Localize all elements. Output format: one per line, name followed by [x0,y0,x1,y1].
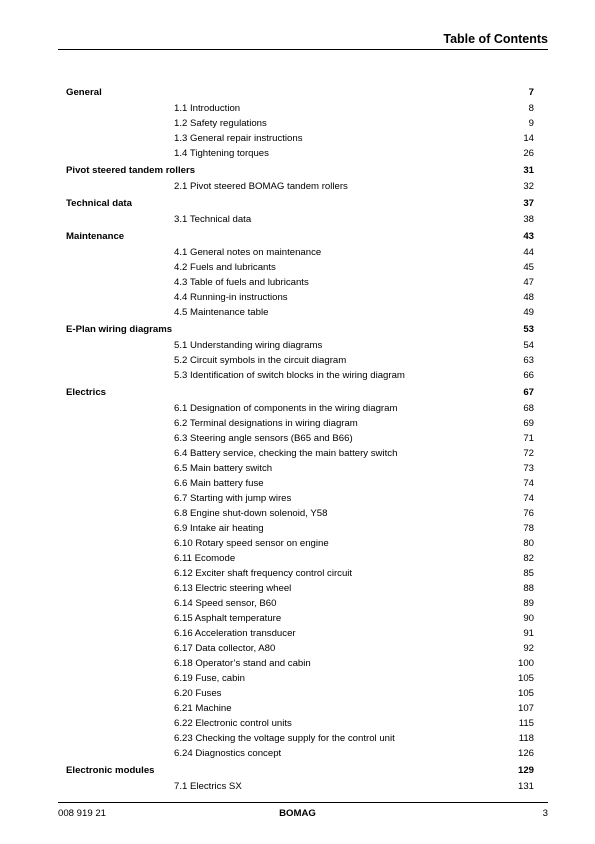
toc-entry-page: 68 [523,403,534,414]
toc-section-row[interactable] [66,290,534,305]
toc-entry-page: 14 [523,133,534,144]
toc-entry-title: Maintenance [66,231,125,242]
toc-section-row[interactable] [66,641,534,656]
toc-entry-title: 5.2 Circuit symbols in the circuit diagram [174,355,347,366]
toc-entry-page: 74 [523,478,534,489]
toc-section-row[interactable] [66,779,534,794]
toc-entry-title: 7.1 Electrics SX [174,781,242,792]
toc-entry-title: 1.4 Tightening torques [174,148,269,159]
toc-entry-page: 88 [523,583,534,594]
toc-entry-page: 100 [517,658,534,669]
toc-entry-page: 26 [523,148,534,159]
toc-section-row[interactable] [66,731,534,746]
toc-entry-title: 6.7 Starting with jump wires [174,493,292,504]
toc-section-row[interactable] [66,611,534,626]
toc-entry-page: 32 [523,181,534,192]
toc-entry-title: 6.1 Designation of components in the wiring diagram [174,403,398,414]
toc-section-row[interactable] [66,431,534,446]
footer-brand: BOMAG [279,808,316,819]
toc-section-row[interactable] [66,446,534,461]
toc-section-row[interactable] [66,461,534,476]
toc-entry-page: 66 [523,370,534,381]
footer-page-number: 3 [542,808,548,819]
toc-entry-title: Pivot steered tandem rollers [66,165,196,176]
toc-section-row[interactable] [66,626,534,641]
toc-entry-page: 105 [517,688,534,699]
toc-entry-page: 90 [523,613,534,624]
toc-entry-title: Electronic modules [66,765,155,776]
toc-entry-page: 71 [523,433,534,444]
toc-entry-page: 74 [523,493,534,504]
toc-section-row[interactable] [66,179,534,194]
toc-entry-title: 6.5 Main battery switch [174,463,273,474]
toc-section-row[interactable] [66,716,534,731]
toc-entry-page: 9 [528,118,534,129]
toc-entry-page: 85 [523,568,534,579]
toc-entry-title: 6.8 Engine shut-down solenoid, Y58 [174,508,328,519]
toc-list [66,84,534,794]
toc-entry-page: 44 [523,247,534,258]
toc-section-row[interactable] [66,686,534,701]
toc-entry-page: 47 [523,277,534,288]
toc-entry-title: 6.12 Exciter shaft frequency control circuit [174,568,353,579]
toc-section-row[interactable] [66,305,534,320]
toc-entry-title: 4.5 Maintenance table [174,307,269,318]
toc-entry-title: 1.1 Introduction [174,103,241,114]
toc-entry-page: 105 [517,673,534,684]
toc-entry-page: 69 [523,418,534,429]
toc-section-row[interactable] [66,101,534,116]
toc-entry-page: 107 [517,703,534,714]
toc-entry-title: 5.1 Understanding wiring diagrams [174,340,323,351]
toc-entry-page: 7 [528,87,534,98]
toc-chapter-row[interactable] [66,84,534,101]
toc-section-row[interactable] [66,506,534,521]
toc-section-row[interactable] [66,245,534,260]
toc-entry-page: 54 [523,340,534,351]
toc-entry-title: 4.2 Fuels and lubricants [174,262,276,273]
toc-section-row[interactable] [66,596,534,611]
toc-entry-title: 6.6 Main battery fuse [174,478,264,489]
toc-entry-title: 6.15 Asphalt temperature [174,613,282,624]
toc-entry-title: Electrics [66,387,107,398]
toc-entry-page: 48 [523,292,534,303]
toc-chapter-row[interactable] [66,762,534,779]
toc-entry-page: 115 [518,718,534,729]
toc-entry-title: 6.20 Fuses [174,688,222,699]
toc-entry-title: 6.10 Rotary speed sensor on engine [174,538,329,549]
toc-entry-page: 82 [523,553,534,564]
toc-section-row[interactable] [66,536,534,551]
toc-entry-page: 89 [523,598,534,609]
toc-entry-title: E-Plan wiring diagrams [66,324,173,335]
toc-section-row[interactable] [66,353,534,368]
toc-section-row[interactable] [66,581,534,596]
toc-entry-title: 6.14 Speed sensor, B60 [174,598,277,609]
toc-entry-page: 67 [523,387,534,398]
toc-entry-title: 6.13 Electric steering wheel [174,583,292,594]
toc-entry-page: 49 [523,307,534,318]
page-header-title: Table of Contents [443,32,548,46]
toc-entry-title: 6.3 Steering angle sensors (B65 and B66) [174,433,353,444]
toc-entry-page: 8 [528,103,534,114]
toc-entry-page: 43 [523,231,534,242]
toc-entry-title: 6.2 Terminal designations in wiring diagram [174,418,358,429]
toc-entry-page: 126 [517,748,534,759]
toc-entry-page: 37 [523,198,534,209]
toc-entry-page: 118 [518,733,534,744]
toc-section-row[interactable] [66,131,534,146]
toc-section-row[interactable] [66,566,534,581]
toc-entry-page: 72 [523,448,534,459]
toc-entry-title: 6.22 Electronic control units [174,718,292,729]
toc-entry-title: 2.1 Pivot steered BOMAG tandem rollers [174,181,348,192]
toc-entry-title: 5.3 Identification of switch blocks in the wiring diagram [174,370,405,381]
toc-entry-page: 129 [517,765,534,776]
toc-section-row[interactable] [66,656,534,671]
toc-entry-page: 76 [523,508,534,519]
toc-section-row[interactable] [66,476,534,491]
footer-doc-number: 008 919 21 [58,808,107,819]
toc-entry-title: 6.24 Diagnostics concept [174,748,282,759]
toc-section-row[interactable] [66,260,534,275]
toc-entry-page: 53 [523,324,534,335]
toc-section-row[interactable] [66,275,534,290]
toc-entry-title: 6.21 Machine [174,703,232,714]
toc-entry-title: Technical data [66,198,132,209]
footer-rule [58,802,548,803]
toc-section-row[interactable] [66,212,534,227]
toc-section-row[interactable] [66,146,534,161]
toc-entry-page: 131 [517,781,534,792]
toc-entry-page: 63 [523,355,534,366]
toc-entry-page: 45 [523,262,534,273]
toc-entry-title: 6.11 Ecomode [174,553,236,564]
toc-section-row[interactable] [66,551,534,566]
toc-entry-title: 4.3 Table of fuels and lubricants [174,277,309,288]
toc-section-row[interactable] [66,491,534,506]
toc-entry-title: 1.3 General repair instructions [174,133,303,144]
toc-section-row[interactable] [66,338,534,353]
toc-entry-title: 6.4 Battery service, checking the main battery switch [174,448,398,459]
toc-entry-title: 6.19 Fuse, cabin [174,673,245,684]
toc-chapter-row[interactable] [66,162,534,179]
toc-entry-title: 6.9 Intake air heating [174,523,264,534]
toc-entry-title: 1.2 Safety regulations [174,118,267,129]
toc-entry-page: 78 [523,523,534,534]
toc-section-row[interactable] [66,116,534,131]
toc-section-row[interactable] [66,701,534,716]
toc-entry-page: 91 [523,628,534,639]
toc-entry-title: 6.17 Data collector, A80 [174,643,276,654]
toc-entry-page: 38 [523,214,534,225]
toc-section-row[interactable] [66,401,534,416]
toc-entry-title: 4.1 General notes on maintenance [174,247,322,258]
toc-entry-page: 80 [523,538,534,549]
toc-section-row[interactable] [66,671,534,686]
toc-entry-title: General [66,87,102,98]
toc-section-row[interactable] [66,746,534,761]
header-rule [58,49,548,50]
toc-entry-page: 31 [523,165,534,176]
toc-chapter-row[interactable] [66,384,534,401]
toc-chapter-row[interactable] [66,321,534,338]
toc-section-row[interactable] [66,368,534,383]
toc-chapter-row[interactable] [66,195,534,212]
toc-section-row[interactable] [66,416,534,431]
toc-entry-title: 3.1 Technical data [174,214,252,225]
toc-chapter-row[interactable] [66,228,534,245]
toc-entry-title: 6.18 Operator’s stand and cabin [174,658,311,669]
toc-entry-title: 6.23 Checking the voltage supply for the control unit [174,733,395,744]
toc-entry-page: 73 [523,463,534,474]
toc-entry-title: 6.16 Acceleration transducer [174,628,296,639]
toc-entry-title: 4.4 Running-in instructions [174,292,288,303]
toc-section-row[interactable] [66,521,534,536]
toc-entry-page: 92 [523,643,534,654]
